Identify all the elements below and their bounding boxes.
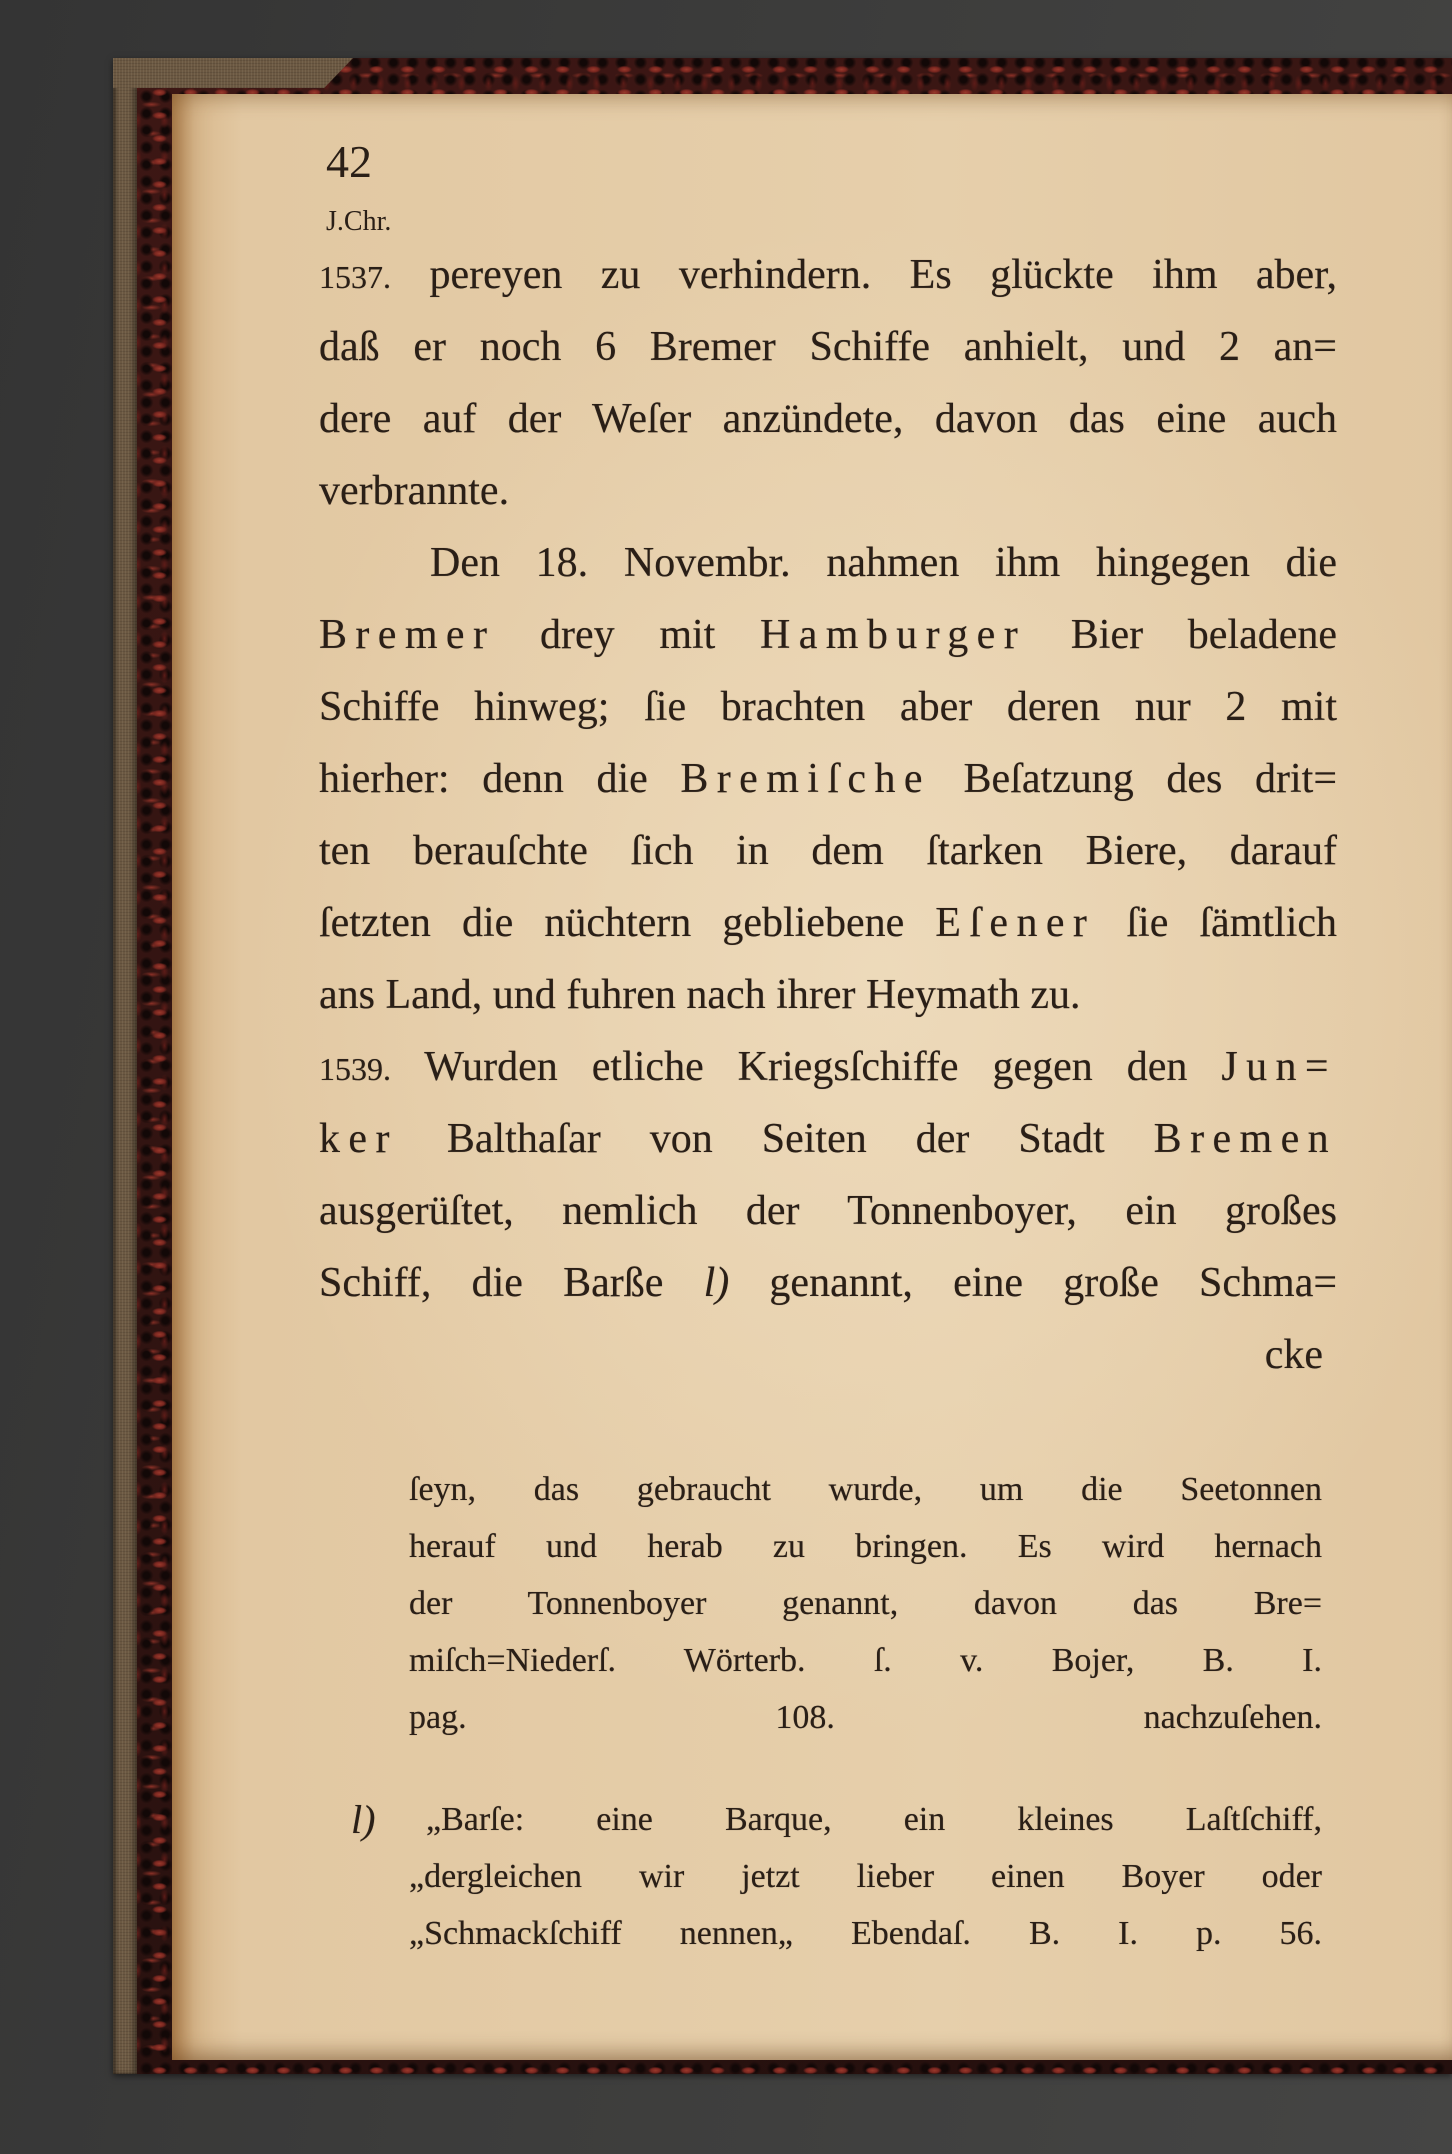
line-text: Beſatzung des drit= xyxy=(963,756,1338,802)
spaced-word: Bremiſche xyxy=(680,756,931,802)
line-text: ſie ſämtlich xyxy=(1126,900,1338,946)
footnote-continued xyxy=(409,1461,1322,1746)
footnote-line: pag. 108. nachzuſehen. xyxy=(409,1699,1322,1736)
line-text: dere auf der Weſer anzündete, davon das eine auch xyxy=(319,396,1337,442)
line-text: Schiff, die Barße xyxy=(319,1260,664,1306)
footnote-line: „Barſe: eine Barque, ein kleines Laſtſchiff, xyxy=(426,1801,1322,1838)
text-line xyxy=(319,743,1337,815)
spine-cloth-edge xyxy=(113,58,137,2074)
line-text: Schiffe hinweg; ſie brachten aber deren nur 2 mit xyxy=(319,684,1337,730)
text-line xyxy=(319,599,1337,671)
line-text: Wurden etliche Kriegsſchiffe gegen den xyxy=(424,1044,1188,1090)
spaced-word: Eſener xyxy=(935,900,1096,946)
line-text: hierher: denn die xyxy=(319,756,648,802)
book-page xyxy=(172,94,1452,2060)
text-line xyxy=(319,455,1337,527)
line-text: ſetzten die nüchtern gebliebene xyxy=(319,900,905,946)
footnote-line: „dergleichen wir jetzt lieber einen Boyer oder xyxy=(409,1858,1322,1895)
line-text: genannt, eine große Schma= xyxy=(769,1260,1338,1306)
text-line xyxy=(319,959,1337,1031)
line-text: ten berauſchte ſich in dem ſtarken Biere, darauf xyxy=(319,828,1337,874)
text-line xyxy=(319,311,1337,383)
text-line xyxy=(319,383,1337,455)
spaced-word: Jun= xyxy=(1221,1044,1337,1090)
text-line xyxy=(319,1031,1337,1103)
year-number: 1537. xyxy=(319,259,391,295)
text-line xyxy=(319,1103,1337,1175)
line-text: ans Land, und fuhren nach ihrer Heymath zu. xyxy=(319,972,1081,1018)
catchword: cke xyxy=(1264,1332,1323,1378)
line-text: pereyen zu verhindern. Es glückte ihm aber, xyxy=(429,252,1338,298)
text-line xyxy=(319,1247,1337,1319)
text-line xyxy=(319,671,1337,743)
footnote-line: der Tonnenboyer genannt, davon das Bre= xyxy=(409,1585,1322,1622)
spaced-word: Hamburger xyxy=(760,612,1027,658)
text-line xyxy=(319,239,1337,311)
page-number: 42 xyxy=(326,136,372,187)
line-text: verbrannte. xyxy=(319,468,510,514)
footnote-line: ſeyn, das gebraucht wurde, um die Seetonnen xyxy=(409,1471,1322,1508)
spaced-word: ker xyxy=(319,1116,398,1162)
text-line xyxy=(319,887,1337,959)
line-text: ausgerüſtet, nemlich der Tonnenboyer, ein großes xyxy=(319,1188,1337,1234)
line-text: Den 18. Novembr. nahmen ihm hingegen die xyxy=(430,540,1337,586)
footnote-line: „Schmackſchiff nennen„ Ebendaſ. B. I. p. 56. xyxy=(409,1915,1322,1952)
cover-corner-cloth xyxy=(113,58,353,88)
text-line xyxy=(319,1175,1337,1247)
line-text: Bier beladene xyxy=(1070,612,1337,658)
line-text: drey mit xyxy=(540,612,716,658)
text-line xyxy=(319,527,1337,599)
main-text xyxy=(319,239,1337,1391)
line-text: daß er noch 6 Bremer Schiffe anhielt, und 2 an= xyxy=(319,324,1337,370)
footnote-line: miſch=Niederſ. Wörterb. ſ. v. Bojer, B. I. xyxy=(409,1642,1322,1679)
margin-year-note: J.Chr. xyxy=(326,206,392,237)
footnote-label: l) xyxy=(351,1797,376,1842)
year-number: 1539. xyxy=(319,1051,391,1087)
spaced-word: Bremer xyxy=(319,612,496,658)
text-line xyxy=(319,815,1337,887)
footnote-line: herauf und herab zu bringen. Es wird hernach xyxy=(409,1528,1322,1565)
footnote-l xyxy=(351,1791,1322,1962)
footnote-reference: l) xyxy=(703,1260,730,1306)
line-text: Balthaſar von Seiten der Stadt xyxy=(446,1116,1105,1162)
spaced-word: Bremen xyxy=(1153,1116,1338,1162)
